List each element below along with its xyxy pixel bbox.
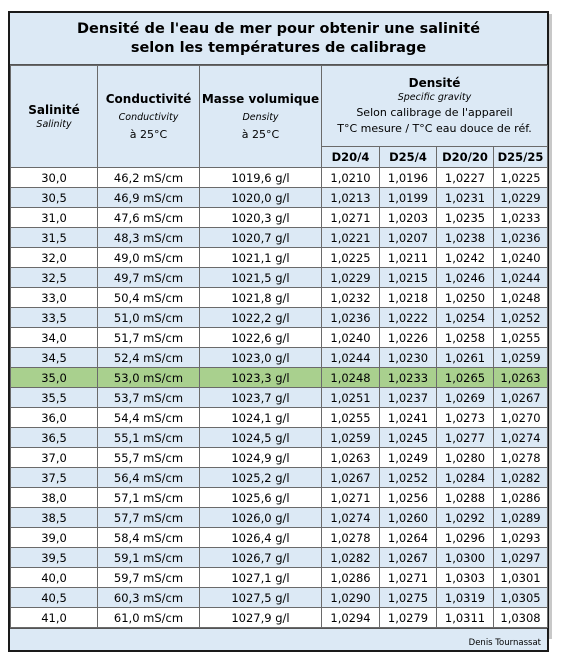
mass-density-cell: 1020,0 g/l (200, 188, 322, 208)
d20-4-cell: 1,0259 (322, 428, 380, 448)
d25-4-cell: 1,0260 (380, 508, 437, 528)
table-row (11, 488, 548, 508)
table-row (11, 268, 548, 288)
d20-20-cell: 1,0319 (437, 588, 494, 608)
conductivity-cell: 61,0 mS/cm (98, 608, 200, 628)
salinity-cell: 31,0 (11, 208, 98, 228)
mass-density-cell: 1025,6 g/l (200, 488, 322, 508)
subheader-d25-25: D25/25 (494, 147, 548, 168)
d20-20-cell: 1,0303 (437, 568, 494, 588)
conductivity-cell: 56,4 mS/cm (98, 468, 200, 488)
d20-20-cell: 1,0227 (437, 168, 494, 188)
d25-4-cell: 1,0211 (380, 248, 437, 268)
table-row (11, 228, 548, 248)
conductivity-cell: 48,3 mS/cm (98, 228, 200, 248)
d20-20-cell: 1,0296 (437, 528, 494, 548)
d25-25-cell: 1,0259 (494, 348, 548, 368)
d25-4-cell: 1,0230 (380, 348, 437, 368)
salinity-cell: 30,5 (11, 188, 98, 208)
salinity-cell: 33,5 (11, 308, 98, 328)
d25-4-cell: 1,0196 (380, 168, 437, 188)
mass-density-cell: 1027,1 g/l (200, 568, 322, 588)
table-row (11, 208, 548, 228)
salinity-cell: 38,5 (11, 508, 98, 528)
d20-4-cell: 1,0263 (322, 448, 380, 468)
d25-4-cell: 1,0279 (380, 608, 437, 628)
d25-25-cell: 1,0267 (494, 388, 548, 408)
table-row (11, 428, 548, 448)
title-line-2: selon les températures de calibrage (130, 39, 427, 56)
salinity-cell: 33,0 (11, 288, 98, 308)
d25-4-cell: 1,0199 (380, 188, 437, 208)
header-conductivity: Conductivité Conductivity à 25°C (98, 66, 200, 168)
salinity-cell: 30,0 (11, 168, 98, 188)
d20-4-cell: 1,0271 (322, 488, 380, 508)
density-table-frame (8, 11, 549, 652)
d25-4-cell: 1,0215 (380, 268, 437, 288)
subheader-d20-20: D20/20 (437, 147, 494, 168)
table-body (11, 168, 548, 628)
table-row (11, 188, 548, 208)
d25-25-cell: 1,0305 (494, 588, 548, 608)
conductivity-cell: 59,7 mS/cm (98, 568, 200, 588)
d25-25-cell: 1,0278 (494, 448, 548, 468)
salinity-cell: 39,5 (11, 548, 98, 568)
d20-20-cell: 1,0231 (437, 188, 494, 208)
d25-25-cell: 1,0301 (494, 568, 548, 588)
d20-4-cell: 1,0271 (322, 208, 380, 228)
d20-4-cell: 1,0240 (322, 328, 380, 348)
conductivity-cell: 49,0 mS/cm (98, 248, 200, 268)
mass-density-cell: 1026,4 g/l (200, 528, 322, 548)
d25-25-cell: 1,0240 (494, 248, 548, 268)
salinity-cell: 37,5 (11, 468, 98, 488)
salinity-cell: 32,5 (11, 268, 98, 288)
mass-density-cell: 1027,9 g/l (200, 608, 322, 628)
d25-4-cell: 1,0249 (380, 448, 437, 468)
d20-20-cell: 1,0265 (437, 368, 494, 388)
d20-4-cell: 1,0251 (322, 388, 380, 408)
conductivity-cell: 51,0 mS/cm (98, 308, 200, 328)
table-row (11, 548, 548, 568)
salinity-cell: 35,0 (11, 368, 98, 388)
mass-density-cell: 1023,0 g/l (200, 348, 322, 368)
salinity-cell: 40,0 (11, 568, 98, 588)
header-mass-density: Masse volumique Density à 25°C (200, 66, 322, 168)
table-row (11, 388, 548, 408)
table-row (11, 328, 548, 348)
d20-4-cell: 1,0274 (322, 508, 380, 528)
d25-4-cell: 1,0252 (380, 468, 437, 488)
d20-4-cell: 1,0282 (322, 548, 380, 568)
d20-4-cell: 1,0213 (322, 188, 380, 208)
d20-4-cell: 1,0248 (322, 368, 380, 388)
d20-20-cell: 1,0280 (437, 448, 494, 468)
d25-25-cell: 1,0308 (494, 608, 548, 628)
d25-25-cell: 1,0233 (494, 208, 548, 228)
d20-20-cell: 1,0273 (437, 408, 494, 428)
conductivity-cell: 59,1 mS/cm (98, 548, 200, 568)
mass-density-cell: 1024,5 g/l (200, 428, 322, 448)
salinity-cell: 41,0 (11, 608, 98, 628)
d25-25-cell: 1,0248 (494, 288, 548, 308)
salinity-cell: 34,5 (11, 348, 98, 368)
header-density: Densité Specific gravity Selon calibrage de l'appareil T°C mesure / T°C eau douce de réf. (322, 66, 548, 147)
d25-4-cell: 1,0241 (380, 408, 437, 428)
conductivity-cell: 57,7 mS/cm (98, 508, 200, 528)
conductivity-cell: 57,1 mS/cm (98, 488, 200, 508)
salinity-cell: 35,5 (11, 388, 98, 408)
mass-density-cell: 1021,8 g/l (200, 288, 322, 308)
conductivity-cell: 51,7 mS/cm (98, 328, 200, 348)
d25-4-cell: 1,0267 (380, 548, 437, 568)
salinity-cell: 36,5 (11, 428, 98, 448)
d20-4-cell: 1,0255 (322, 408, 380, 428)
table-row (11, 568, 548, 588)
table-row (11, 168, 548, 188)
d20-4-cell: 1,0210 (322, 168, 380, 188)
table-row (11, 248, 548, 268)
d20-20-cell: 1,0284 (437, 468, 494, 488)
footer (10, 628, 547, 650)
d25-4-cell: 1,0275 (380, 588, 437, 608)
d20-20-cell: 1,0242 (437, 248, 494, 268)
d25-25-cell: 1,0286 (494, 488, 548, 508)
mass-density-cell: 1021,5 g/l (200, 268, 322, 288)
salinity-cell: 38,0 (11, 488, 98, 508)
d25-4-cell: 1,0233 (380, 368, 437, 388)
table-row (11, 348, 548, 368)
mass-density-cell: 1026,7 g/l (200, 548, 322, 568)
d25-25-cell: 1,0236 (494, 228, 548, 248)
table-row (11, 608, 548, 628)
mass-density-cell: 1019,6 g/l (200, 168, 322, 188)
salinity-cell: 40,5 (11, 588, 98, 608)
d20-20-cell: 1,0288 (437, 488, 494, 508)
d20-4-cell: 1,0221 (322, 228, 380, 248)
d20-4-cell: 1,0244 (322, 348, 380, 368)
salinity-cell: 36,0 (11, 408, 98, 428)
d25-4-cell: 1,0203 (380, 208, 437, 228)
conductivity-cell: 50,4 mS/cm (98, 288, 200, 308)
d20-20-cell: 1,0254 (437, 308, 494, 328)
d20-20-cell: 1,0235 (437, 208, 494, 228)
title-line-1: Densité de l'eau de mer pour obtenir une salinité (76, 20, 481, 37)
d25-25-cell: 1,0282 (494, 468, 548, 488)
conductivity-cell: 52,4 mS/cm (98, 348, 200, 368)
d20-4-cell: 1,0294 (322, 608, 380, 628)
table-row (11, 408, 548, 428)
d25-25-cell: 1,0229 (494, 188, 548, 208)
conductivity-cell: 60,3 mS/cm (98, 588, 200, 608)
conductivity-cell: 53,0 mS/cm (98, 368, 200, 388)
mass-density-cell: 1022,2 g/l (200, 308, 322, 328)
table-row (11, 508, 548, 528)
d20-4-cell: 1,0236 (322, 308, 380, 328)
mass-density-cell: 1024,9 g/l (200, 448, 322, 468)
d20-20-cell: 1,0261 (437, 348, 494, 368)
d25-4-cell: 1,0207 (380, 228, 437, 248)
d25-25-cell: 1,0263 (494, 368, 548, 388)
d25-25-cell: 1,0293 (494, 528, 548, 548)
d20-20-cell: 1,0311 (437, 608, 494, 628)
mass-density-cell: 1022,6 g/l (200, 328, 322, 348)
d25-25-cell: 1,0244 (494, 268, 548, 288)
table-row (11, 368, 548, 388)
table-row (11, 588, 548, 608)
table-row (11, 528, 548, 548)
d20-20-cell: 1,0277 (437, 428, 494, 448)
d20-20-cell: 1,0250 (437, 288, 494, 308)
d25-25-cell: 1,0252 (494, 308, 548, 328)
d25-25-cell: 1,0270 (494, 408, 548, 428)
d25-4-cell: 1,0256 (380, 488, 437, 508)
mass-density-cell: 1024,1 g/l (200, 408, 322, 428)
mass-density-cell: 1020,7 g/l (200, 228, 322, 248)
d20-4-cell: 1,0267 (322, 468, 380, 488)
d20-4-cell: 1,0290 (322, 588, 380, 608)
d20-4-cell: 1,0278 (322, 528, 380, 548)
mass-density-cell: 1025,2 g/l (200, 468, 322, 488)
mass-density-cell: 1021,1 g/l (200, 248, 322, 268)
d25-25-cell: 1,0274 (494, 428, 548, 448)
d25-4-cell: 1,0218 (380, 288, 437, 308)
table-row (11, 448, 548, 468)
d25-4-cell: 1,0226 (380, 328, 437, 348)
d20-20-cell: 1,0238 (437, 228, 494, 248)
table-row (11, 288, 548, 308)
table-title (10, 13, 547, 65)
conductivity-cell: 53,7 mS/cm (98, 388, 200, 408)
mass-density-cell: 1023,7 g/l (200, 388, 322, 408)
conductivity-cell: 47,6 mS/cm (98, 208, 200, 228)
d20-20-cell: 1,0246 (437, 268, 494, 288)
d20-4-cell: 1,0225 (322, 248, 380, 268)
d25-4-cell: 1,0237 (380, 388, 437, 408)
conductivity-cell: 55,7 mS/cm (98, 448, 200, 468)
salinity-cell: 34,0 (11, 328, 98, 348)
author-credit: Denis Tournassat (468, 638, 541, 648)
d20-4-cell: 1,0229 (322, 268, 380, 288)
conductivity-cell: 55,1 mS/cm (98, 428, 200, 448)
table-row (11, 308, 548, 328)
subheader-d25-4: D25/4 (380, 147, 437, 168)
d25-25-cell: 1,0297 (494, 548, 548, 568)
d20-20-cell: 1,0258 (437, 328, 494, 348)
d25-25-cell: 1,0289 (494, 508, 548, 528)
conductivity-cell: 46,9 mS/cm (98, 188, 200, 208)
density-table (10, 65, 548, 628)
d25-4-cell: 1,0264 (380, 528, 437, 548)
salinity-cell: 32,0 (11, 248, 98, 268)
salinity-cell: 37,0 (11, 448, 98, 468)
table-row (11, 468, 548, 488)
d25-25-cell: 1,0225 (494, 168, 548, 188)
d20-4-cell: 1,0232 (322, 288, 380, 308)
d25-4-cell: 1,0222 (380, 308, 437, 328)
conductivity-cell: 46,2 mS/cm (98, 168, 200, 188)
d25-4-cell: 1,0271 (380, 568, 437, 588)
mass-density-cell: 1020,3 g/l (200, 208, 322, 228)
salinity-cell: 31,5 (11, 228, 98, 248)
conductivity-cell: 49,7 mS/cm (98, 268, 200, 288)
d20-20-cell: 1,0300 (437, 548, 494, 568)
mass-density-cell: 1023,3 g/l (200, 368, 322, 388)
d25-4-cell: 1,0245 (380, 428, 437, 448)
d25-25-cell: 1,0255 (494, 328, 548, 348)
salinity-cell: 39,0 (11, 528, 98, 548)
conductivity-cell: 58,4 mS/cm (98, 528, 200, 548)
mass-density-cell: 1026,0 g/l (200, 508, 322, 528)
conductivity-cell: 54,4 mS/cm (98, 408, 200, 428)
d20-20-cell: 1,0292 (437, 508, 494, 528)
d20-20-cell: 1,0269 (437, 388, 494, 408)
d20-4-cell: 1,0286 (322, 568, 380, 588)
mass-density-cell: 1027,5 g/l (200, 588, 322, 608)
subheader-d20-4: D20/4 (322, 147, 380, 168)
header-salinity: Salinité Salinity (11, 66, 98, 168)
